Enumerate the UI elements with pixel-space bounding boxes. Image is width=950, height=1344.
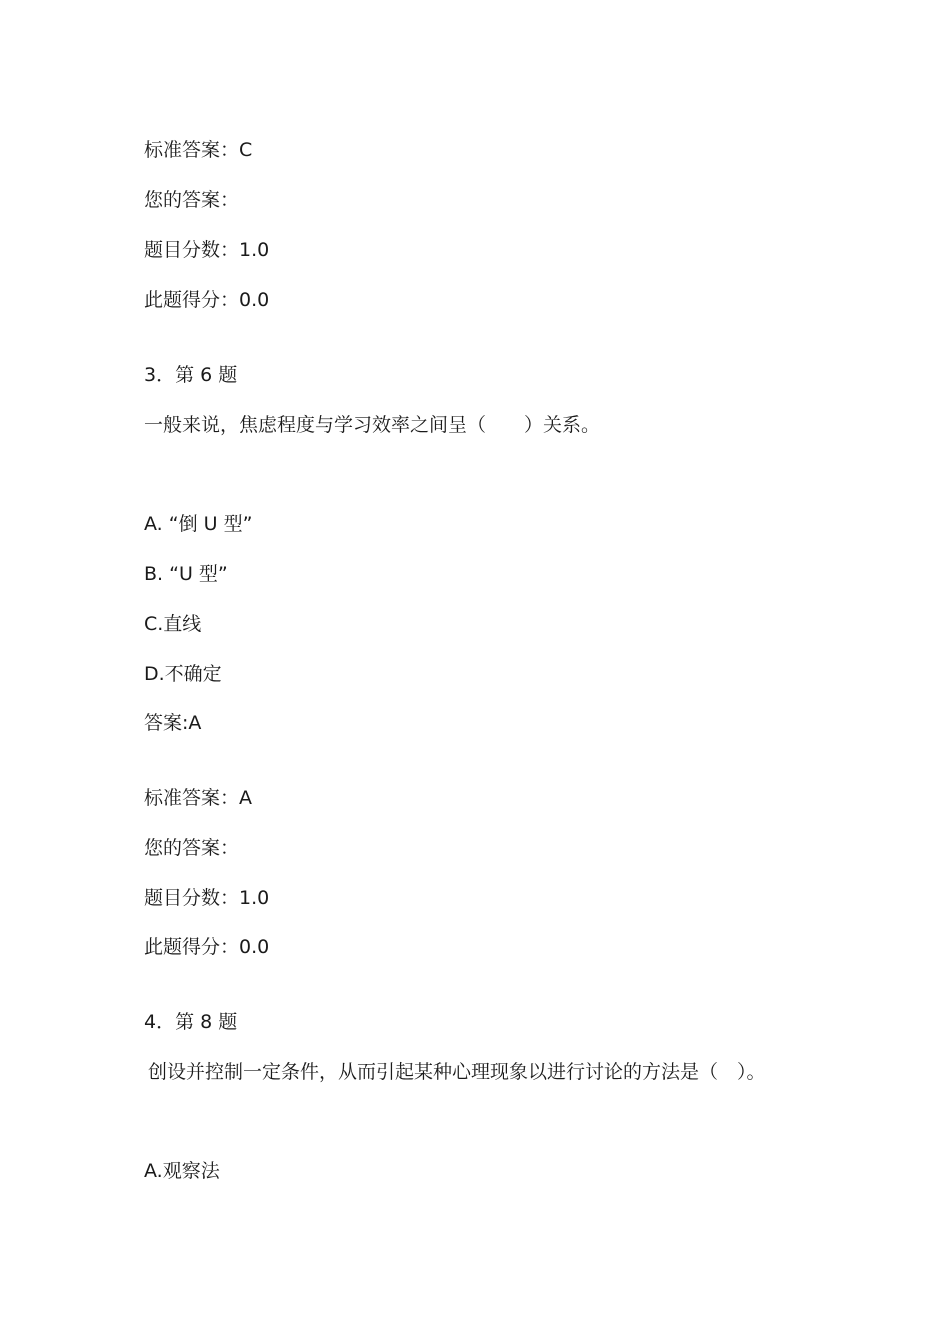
q3-question-score: 题目分数：1.0 [144,887,270,909]
q3-your-answer: 您的答案： [144,837,240,859]
q3-option-a: A. “倒 U 型” [144,513,253,535]
q4-header: 4．第 8 题 [144,1011,238,1033]
q2-standard-answer: 标准答案：C [144,139,253,161]
q3-earned-score: 此题得分：0.0 [144,936,270,958]
q3-option-b: B. “U 型” [144,563,228,585]
q3-option-d: D.不确定 [144,663,222,685]
q2-your-answer: 您的答案： [144,189,240,211]
q3-answer: 答案:A [144,712,202,734]
q2-earned-score: 此题得分：0.0 [144,289,270,311]
q2-question-score: 题目分数：1.0 [144,239,270,261]
q3-option-c: C.直线 [144,613,202,635]
q3-standard-answer: 标准答案：A [144,787,252,809]
q4-stem: 创设并控制一定条件，从而引起某种心理现象以进行讨论的方法是（ ）。 [148,1061,766,1083]
q4-option-a: A.观察法 [144,1160,220,1182]
q3-header: 3．第 6 题 [144,364,238,386]
q3-stem: 一般来说，焦虑程度与学习效率之间呈（ ）关系。 [144,414,601,436]
